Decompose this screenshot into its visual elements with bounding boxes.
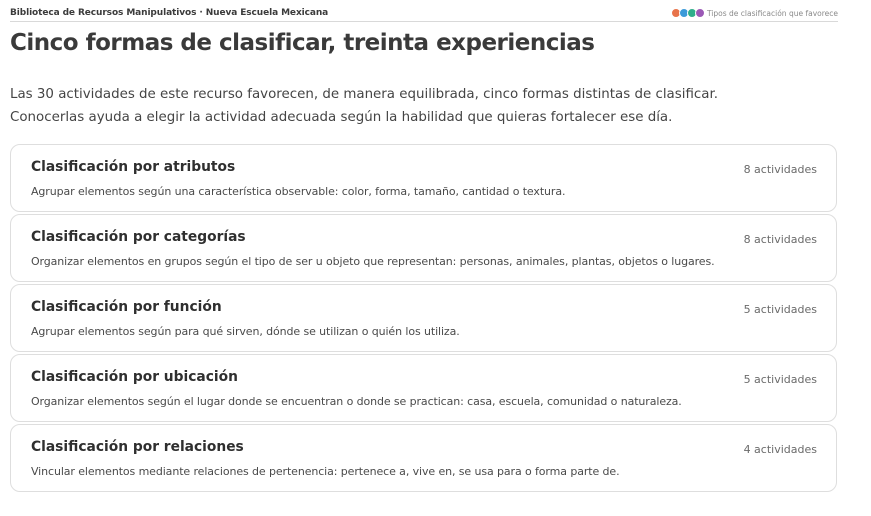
top-bar xyxy=(10,5,838,22)
classification-legend xyxy=(671,8,838,18)
card-description: Agrupar elementos según para qué sirven, dónde se utilizan o quién los utiliza. xyxy=(31,325,460,338)
card-title: Clasificación por ubicación xyxy=(31,369,238,385)
activity-count: 8 actividades xyxy=(743,233,817,246)
legend-label: Tipos de clasificación que favorece xyxy=(706,8,838,18)
classification-card-relaciones xyxy=(10,424,837,492)
brand-label: Biblioteca de Recursos Manipulativos · Nueva Escuela Mexicana xyxy=(10,8,329,18)
classification-card-atributos xyxy=(10,144,837,212)
card-description: Organizar elementos según el lugar donde se encuentran o donde se practican: casa, escuela, comunidad o naturaleza. xyxy=(31,395,682,408)
card-description: Organizar elementos en grupos según el tipo de ser u objeto que representan: personas, animales, plantas, objetos o lugares. xyxy=(31,255,715,268)
legend-color-dots xyxy=(671,8,703,18)
activity-count: 8 actividades xyxy=(743,163,817,176)
classification-list xyxy=(10,144,837,494)
activity-count: 4 actividades xyxy=(743,443,817,456)
legend-dot xyxy=(695,8,705,18)
card-title: Clasificación por relaciones xyxy=(31,439,244,455)
classification-card-ubicacion xyxy=(10,354,837,422)
card-description: Vincular elementos mediante relaciones de pertenencia: pertenece a, vive en, se usa para o forma parte de. xyxy=(31,465,620,478)
page-title: Cinco formas de clasificar, treinta experiencias xyxy=(10,30,595,56)
intro-line: Las 30 actividades de este recurso favorecen, de manera equilibrada, cinco formas distintas de clasificar. xyxy=(10,87,718,102)
intro-paragraph xyxy=(10,83,830,129)
card-title: Clasificación por atributos xyxy=(31,159,236,175)
card-description: Agrupar elementos según una característica observable: color, forma, tamaño, cantidad o textura. xyxy=(31,185,566,198)
activity-count: 5 actividades xyxy=(743,373,817,386)
intro-line: Conocerlas ayuda a elegir la actividad adecuada según la habilidad que quieras fortalecer ese día. xyxy=(10,110,673,125)
classification-card-categorias xyxy=(10,214,837,282)
activity-count: 5 actividades xyxy=(743,303,817,316)
classification-card-funcion xyxy=(10,284,837,352)
card-title: Clasificación por categorías xyxy=(31,229,246,245)
card-title: Clasificación por función xyxy=(31,299,222,315)
